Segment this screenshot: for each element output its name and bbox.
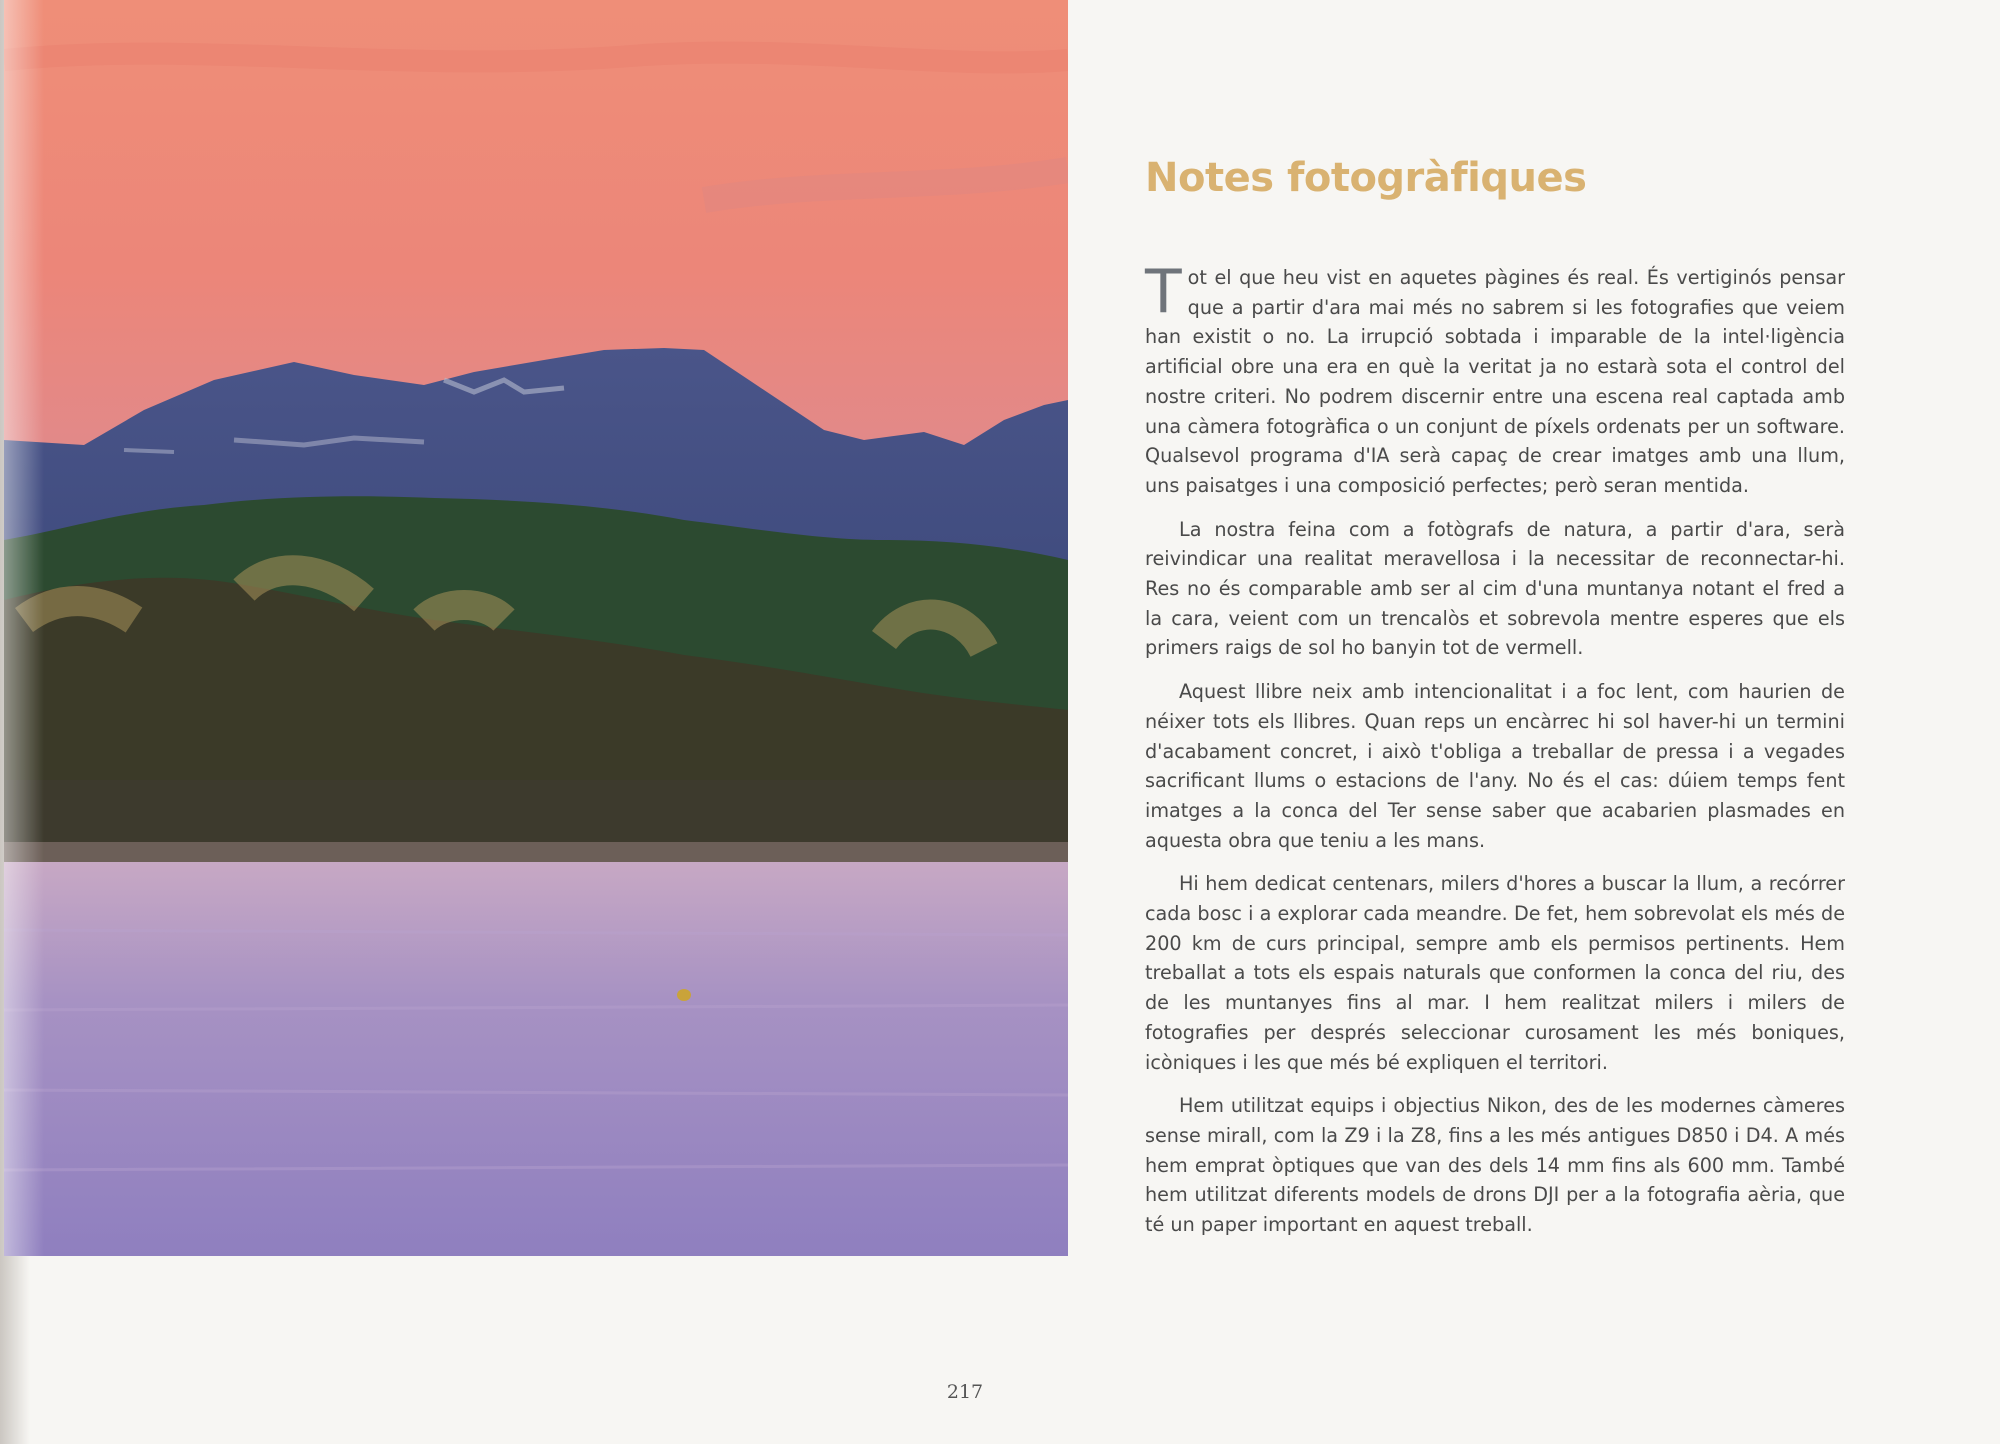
page-number: 217 — [946, 1381, 984, 1403]
paragraph-5: Hem utilitzat equips i objectius Nikon, des de les modernes càmeres sense mirall, com la Z9 i la Z8, fins a les més antigues D850 i D4. A més hem emprat òptiques que van des dels 14 mm fins als 600 mm. També hem utilitzat diferents models de drons DJI per a la fotografia aèria, que té un paper important en aquest treball. — [1145, 1094, 1845, 1237]
paragraph-1 — [1145, 257, 1845, 501]
lake-water — [4, 862, 1068, 1256]
photo-edge-highlight — [4, 0, 44, 1256]
paragraph-1-text: ot el que heu vist en aquetes pàgines és real. És vertiginós pensar que a partir d'ara mai més no sabrem si les fotografies que veiem han existit o no. La irrupció sobtada i imparable de la intel·ligència artificial obre una era en què la veritat ja no estarà sota el control del nostre criteri. No podrem discernir entre una escena real captada amb una càmera fotogràfica o un conjunt de píxels ordenats per un software. Qualsevol programa d'IA serà capaç de crear imatges amb una llum, uns paisatges i una composició perfectes; però seran mentida. — [1145, 266, 1845, 497]
paragraph-4: Hi hem dedicat centenars, milers d'hores a buscar la llum, a recórrer cada bosc i a explorar cada meandre. De fet, hem sobrevolat els més de 200 km de curs principal, sempre amb els permisos pertinents. Hem treballat a tots els espais naturals que conformen la conca del riu, des de les muntanyes fins al mar. I hem realitzat milers i milers de fotografies per després seleccionar curosament les més boniques, icòniques i les que més bé expliquen el territori. — [1145, 872, 1845, 1074]
text-column — [1145, 155, 1845, 1254]
paragraph-2: La nostra feina com a fotògrafs de natura, a partir d'ara, serà reivindicar una realitat meravellosa i la necessitar de reconnectar-hi. Res no és comparable amb ser al cim d'una muntanya notant el fred a la cara, veient com un trencalòs et sobrevola mentre esperes que els primers raigs de sol ho banyin tot de vermell. — [1145, 517, 1845, 660]
sunset-mountain-lake-illustration — [4, 0, 1068, 1256]
buoy — [677, 989, 691, 1001]
page-heading: Notes fotogràfiques — [1145, 155, 1587, 201]
landscape-photo — [4, 0, 1068, 1256]
paragraph-3: Aquest llibre neix amb intencionalitat i a foc lent, com haurien de néixer tots els llibres. Quan reps un encàrrec hi sol haver-hi un termini d'acabament concret, i això t'obliga a treballar de pressa i a vegades sacrificant llums o estacions de l'any. No és el cas: dúiem temps fent imatges a la conca del Ter sense saber que acabarien plasmades en aquesta obra que teniu a les mans. — [1145, 680, 1845, 852]
body-text — [1145, 257, 1845, 1240]
drop-cap: T — [1145, 257, 1182, 327]
